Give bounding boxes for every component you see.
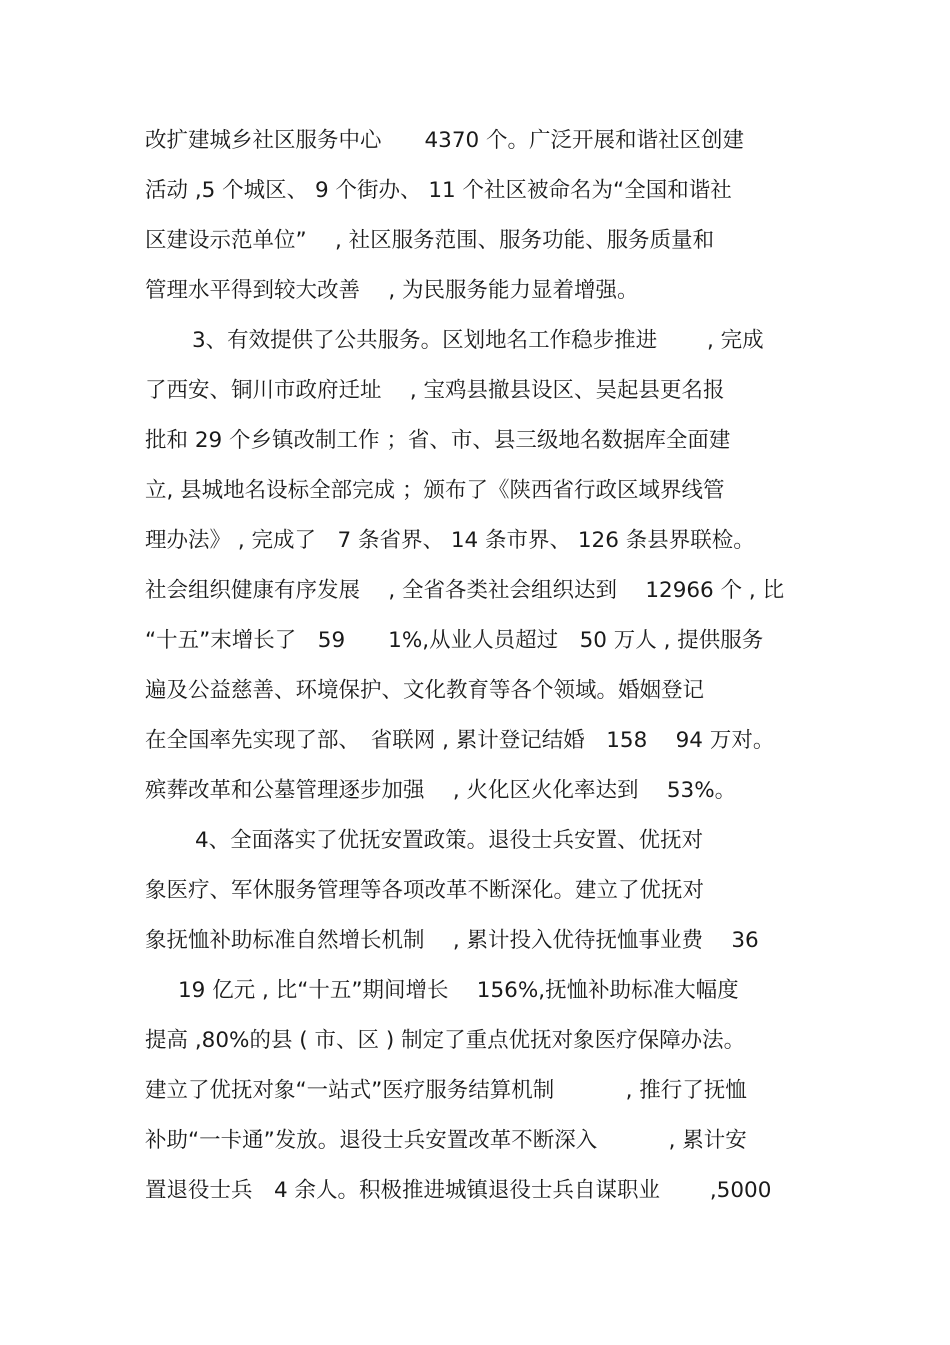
text-line: 社会组织健康有序发展 , 全省各类社会组织达到 12966 个 , 比 [145, 578, 785, 603]
text-line: 3、有效提供了公共服务。区划地名工作稳步推进 , 完成 [192, 328, 764, 353]
text-line: 19 亿元 , 比“十五”期间增长 156%,抚恤补助标准大幅度 [178, 978, 739, 1003]
text-line: 改扩建城乡社区服务中心 4370 个。广泛开展和谐社区创建 [145, 128, 745, 153]
text-line: 象抚恤补助标准自然增长机制 , 累计投入优待抚恤事业费 36 [145, 928, 759, 953]
text-line: 立, 县城地名设标全部完成 ；颁布了《陕西省行政区域界线管 [145, 478, 725, 503]
text-line: 殡葬改革和公墓管理逐步加强 , 火化区火化率达到 53%。 [145, 778, 737, 803]
text-line: 了西安、铜川市政府迁址 , 宝鸡县撤县设区、吴起县更名报 [145, 378, 725, 403]
text-line: 理办法》 , 完成了 7 条省界、 14 条市界、 126 条县界联检。 [145, 528, 755, 553]
text-line: 置退役士兵 4 余人。积极推进城镇退役士兵自谋职业 ,5000 [145, 1178, 772, 1203]
text-line: 在全国率先实现了部、 省联网 , 累计登记结婚 158 94 万对。 [145, 728, 775, 753]
text-line: 象医疗、军休服务管理等各项改革不断深化。建立了优抚对 [145, 878, 705, 903]
text-line: 遍及公益慈善、环境保护、文化教育等各个领域。婚姻登记 [145, 678, 705, 703]
text-line: 提高 ,80%的县 ( 市、区 ) 制定了重点优抚对象医疗保障办法。 [145, 1028, 746, 1053]
text-line: 管理水平得到较大改善 , 为民服务能力显着增强。 [145, 278, 639, 303]
text-line: 批和 29 个乡镇改制工作 ；省、市、县三级地名数据库全面建 [145, 428, 731, 453]
text-line: 4、全面落实了优抚安置政策。退役士兵安置、优抚对 [195, 828, 704, 853]
text-line: 建立了优抚对象“一站式”医疗服务结算机制 , 推行了抚恤 [145, 1078, 747, 1103]
text-line: 补助“一卡通”发放。退役士兵安置改革不断深入 , 累计安 [145, 1128, 747, 1153]
text-line: 活动 ,5 个城区、 9 个街办、 11 个社区被命名为“全国和谐社 [145, 178, 732, 203]
text-line: “十五”末增长了 59 1%,从业人员超过 50 万人 , 提供服务 [145, 628, 764, 653]
text-line: 区建设示范单位” , 社区服务范围、服务功能、服务质量和 [145, 228, 715, 253]
